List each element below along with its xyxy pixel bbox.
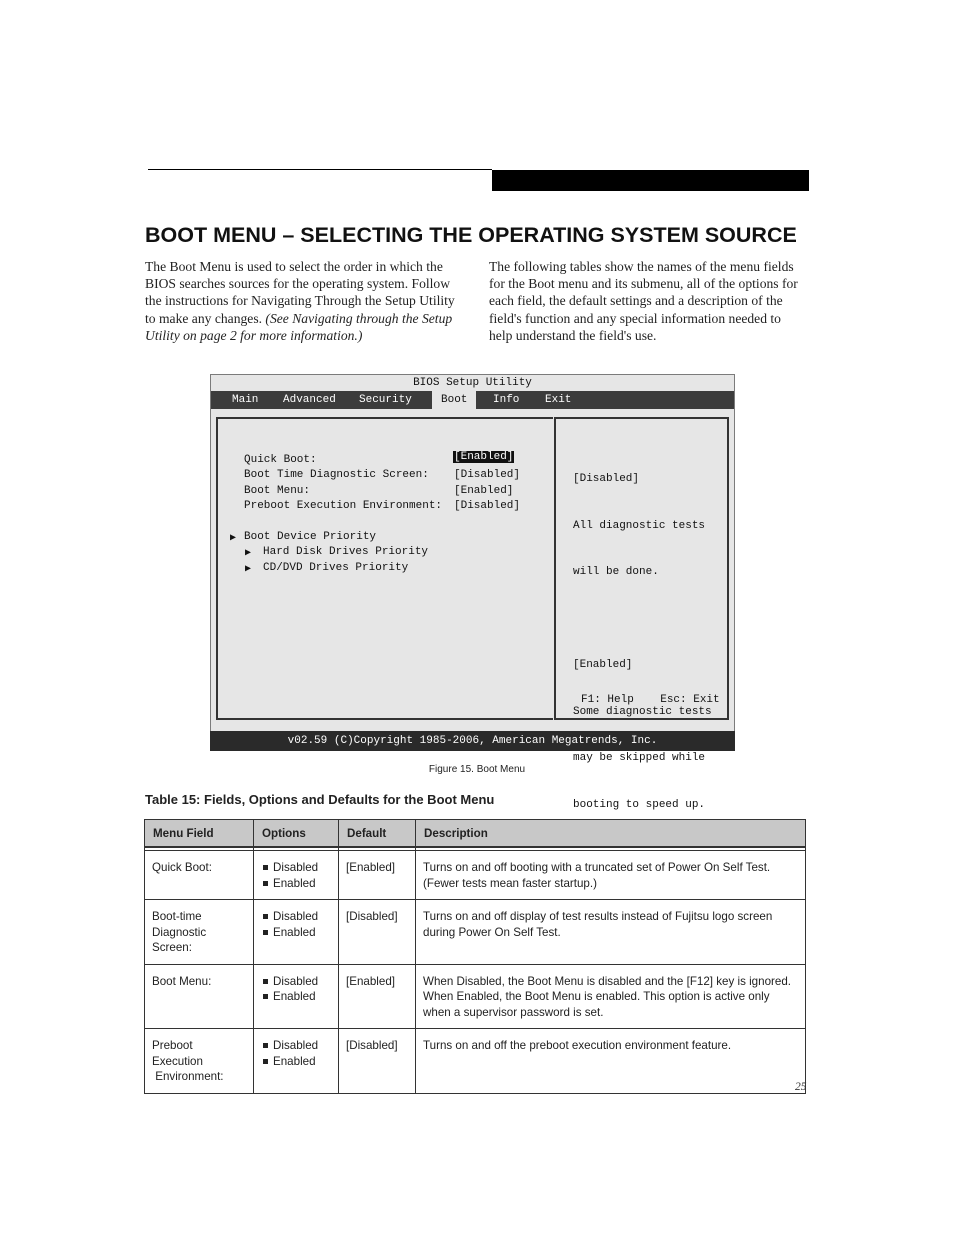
cell-description: Turns on and off the preboot execution environment feature. <box>416 1029 806 1094</box>
intro-crossref: (See Navigating through the Setup Utility on page 2 for more information.) <box>145 310 453 343</box>
cell-default: [Enabled] <box>339 964 416 1029</box>
bios-field-diagnostic-screen: Boot Time Diagnostic Screen: <box>244 469 429 481</box>
bios-menu-boot[interactable]: Boot <box>432 391 476 409</box>
help-line: [Disabled] <box>573 473 640 485</box>
bios-menu-advanced[interactable]: Advanced <box>283 394 336 406</box>
help-line: Some diagnostic tests <box>573 705 712 718</box>
table-row <box>145 900 806 965</box>
table-row <box>145 1029 806 1094</box>
intro-paragraph-left <box>145 258 463 344</box>
header-rule-bar <box>492 170 809 191</box>
bios-submenu-cddvd[interactable]: CD/DVD Drives Priority <box>263 562 409 574</box>
cell-options: Disabled Enabled <box>254 900 339 965</box>
bios-key-hints: F1: Help Esc: Exit <box>581 694 720 706</box>
header-menu-field: Menu Field <box>145 820 254 848</box>
bios-menu-info[interactable]: Info <box>493 394 520 406</box>
intro-text: The Boot Menu is used to select the order in which the BIOS searches sources for the operating system. Follow the instructions for Navigating Through the Setup Utility to make any changes. <box>145 259 455 326</box>
bios-submenu-boot-device[interactable]: Boot Device Priority <box>244 531 377 543</box>
bios-menu-main[interactable]: Main <box>232 394 259 406</box>
help-line: [Enabled] <box>573 659 633 671</box>
cell-default: [Disabled] <box>339 900 416 965</box>
bios-submenu-hard-disk[interactable]: Hard Disk Drives Priority <box>263 546 429 558</box>
page-number: 25 <box>795 1081 807 1093</box>
header-description: Description <box>416 820 806 848</box>
bios-title: BIOS Setup Utility <box>211 375 734 391</box>
intro-paragraph-right: The following tables show the names of the menu fields for the Boot menu and its submenu, all of the options for each field, the default settings and a description of the field's function and any special information needed to help understand the field's use. <box>489 259 798 343</box>
table-title: Table 15: Fields, Options and Defaults for the Boot Menu <box>145 792 495 807</box>
table-row <box>145 851 806 900</box>
page-title: BOOT MENU – SELECTING THE OPERATING SYSTEM SOURCE <box>145 223 797 247</box>
cell-options: Disabled Enabled <box>254 851 339 900</box>
header-options: Options <box>254 820 339 848</box>
bios-menu-exit[interactable]: Exit <box>545 394 572 406</box>
cell-field: Boot Menu: <box>145 964 254 1029</box>
cell-default: [Enabled] <box>339 851 416 900</box>
header-rule-thin <box>148 169 492 170</box>
bios-field-preboot: Preboot Execution Environment: <box>244 500 443 512</box>
cell-field: Boot-time Diagnostic Screen: <box>145 900 254 965</box>
fields-table <box>144 819 806 1094</box>
submenu-arrow-icon: ▶ <box>245 548 252 559</box>
cell-description: Turns on and off booting with a truncated set of Power On Self Test. (Fewer tests mean faster startup.) <box>416 851 806 900</box>
header-default: Default <box>339 820 416 848</box>
bios-help-text <box>573 441 712 844</box>
help-line <box>573 612 712 628</box>
submenu-arrow-icon: ▶ <box>245 564 252 575</box>
bios-value-boot-menu[interactable]: [Enabled] <box>454 485 514 497</box>
figure-caption: Figure 15. Boot Menu <box>428 764 526 775</box>
cell-field: Preboot Execution Environment: <box>145 1029 254 1094</box>
help-line: All diagnostic tests <box>573 519 706 532</box>
table-row <box>145 964 806 1029</box>
bios-menu-security[interactable]: Security <box>359 394 412 406</box>
bios-value-diagnostic-screen[interactable]: [Disabled] <box>454 469 521 481</box>
bios-menu-bar <box>211 391 734 409</box>
help-line: booting to speed up. <box>573 798 706 811</box>
bios-copyright: v02.59 (C)Copyright 1985-2006, American Megatrends, Inc. <box>210 731 735 751</box>
bios-value-quick-boot[interactable]: [Enabled] <box>454 451 514 463</box>
cell-options: Disabled Enabled <box>254 964 339 1029</box>
help-line: may be skipped while <box>573 752 706 764</box>
cell-field: Quick Boot: <box>145 851 254 900</box>
table-header-row <box>145 820 806 848</box>
cell-description: Turns on and off display of test results instead of Fujitsu logo screen during Power On Self Test. <box>416 900 806 965</box>
cell-options: Disabled Enabled <box>254 1029 339 1094</box>
cell-default: [Disabled] <box>339 1029 416 1094</box>
help-line: will be done. <box>573 566 659 578</box>
bios-field-boot-menu: Boot Menu: <box>244 485 311 497</box>
bios-field-quick-boot: Quick Boot: <box>244 454 317 466</box>
bios-value-preboot[interactable]: [Disabled] <box>454 500 521 512</box>
cell-description: When Disabled, the Boot Menu is disabled and the [F12] key is ignored. When Enabled, the Boot Menu is enabled. This option is active only when a supervisor password is set. <box>416 964 806 1029</box>
submenu-arrow-icon: ▶ <box>230 533 237 544</box>
